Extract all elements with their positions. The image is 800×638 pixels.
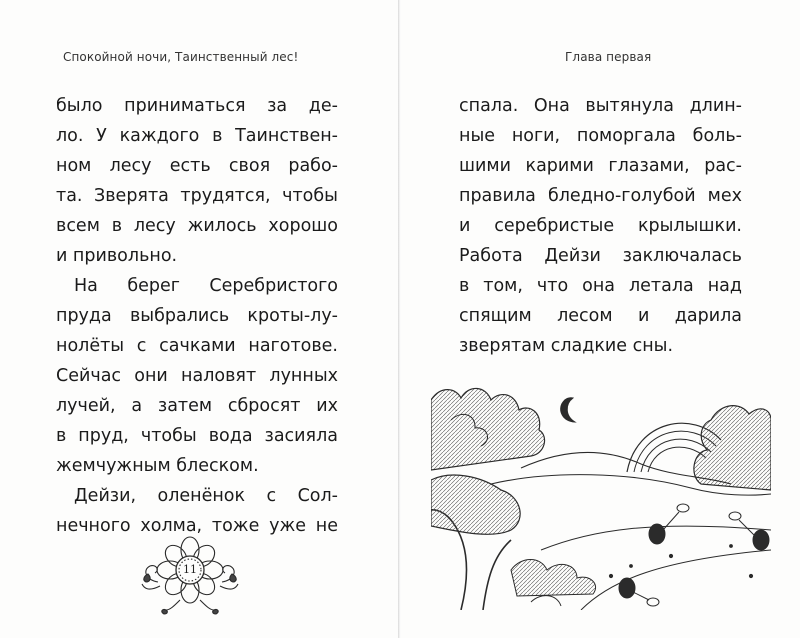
text-line: Работа Дейзи заключалась <box>459 246 742 266</box>
running-head-left: Спокойной ночи, Таинственный лес! <box>63 50 299 64</box>
text-line: ные ноги, поморгала боль- <box>459 126 742 146</box>
text-line: ло. У каждого в Таинствен- <box>56 126 338 146</box>
text-line: и привольно. <box>56 246 178 266</box>
text-line: и серебристые крылышки. <box>459 216 742 236</box>
text-line: зверятам сладкие сны. <box>459 336 674 356</box>
text-line: в том, что она летала над <box>459 276 742 296</box>
text-line: нолёты с сачками наготове. <box>56 336 338 356</box>
text-line: было приниматься за де- <box>56 96 338 116</box>
text-line: пруда выбрались кроты-лу- <box>56 306 338 326</box>
moonlit-forest-picture <box>431 380 771 610</box>
text-line: правила бледно-голубой мех <box>459 186 742 206</box>
text-line: нечного холма, тоже уже не <box>56 516 338 536</box>
text-line: шими карими глазами, рас- <box>459 156 742 176</box>
text-line: лучей, а затем сбросят их <box>56 396 338 416</box>
page-number-ornament <box>140 530 240 615</box>
text-line: спящим лесом и дарила <box>459 306 742 326</box>
running-head-right: Глава первая <box>565 50 652 64</box>
left-page <box>0 0 398 638</box>
text-line: та. Зверята трудятся, чтобы <box>56 186 338 206</box>
text-line: Сейчас они наловят лунных <box>56 366 338 386</box>
text-line: Дейзи, оленёнок с Сол- <box>74 486 338 506</box>
page-number: 11 <box>183 563 197 576</box>
text-line: в пруд, чтобы вода засияла <box>56 426 338 446</box>
text-line: ном лесу есть своя рабо- <box>56 156 338 176</box>
right-page <box>401 0 800 638</box>
forest-illustration <box>431 380 771 610</box>
text-line: всем в лесу жилось хорошо <box>56 216 338 236</box>
text-line: спала. Она вытянула длин- <box>459 96 742 116</box>
text-line: На берег Серебристого <box>74 276 338 296</box>
left-page-text <box>56 91 338 541</box>
right-page-text <box>459 91 742 361</box>
text-line: жемчужным блеском. <box>56 456 259 476</box>
